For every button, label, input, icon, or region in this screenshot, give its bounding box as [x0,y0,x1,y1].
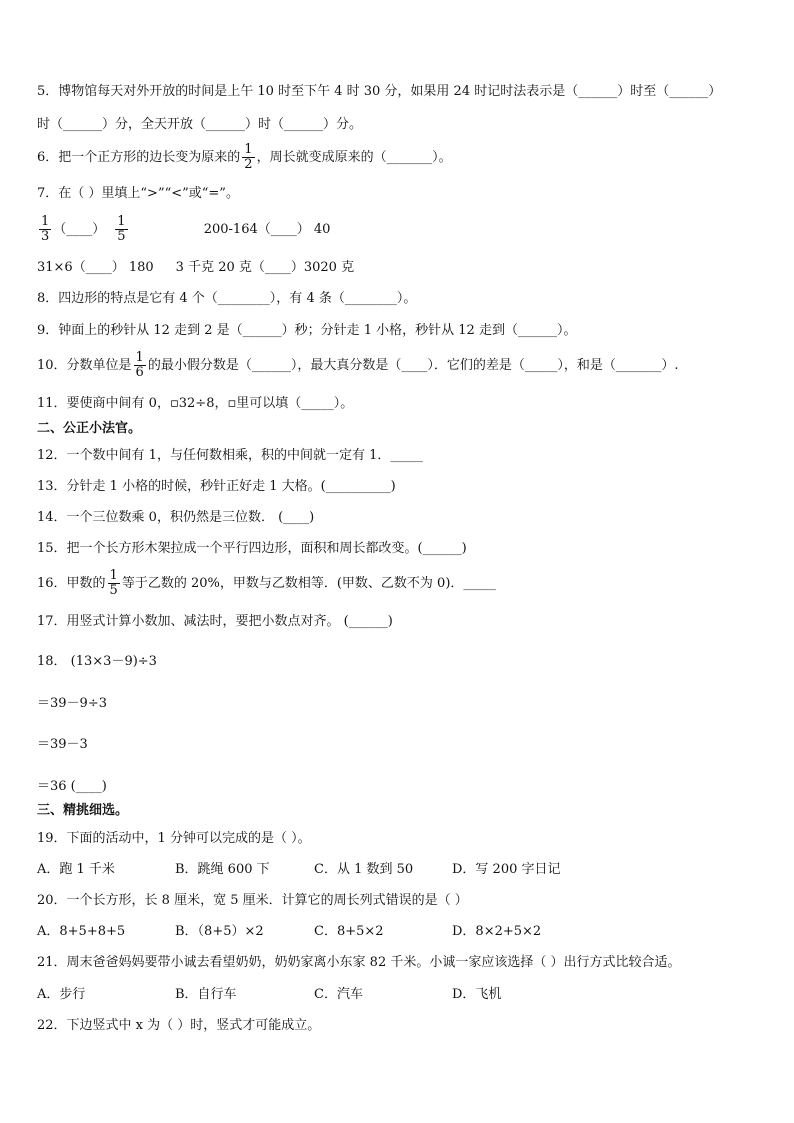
q20-option-d: D．8×2+5×2 [452,924,542,939]
q7-fraction-a: $\frac{1}{3}$ [41,214,50,244]
q7-blank-a: （____） [53,222,106,237]
q21-stem: 21．周末爸爸妈妈要带小诚去看望奶奶，奶奶家离小东家 82 千米。小诚一家应该选择（ ）出行方式比较合适。 [37,955,681,970]
q7-title: 7．在（ ）里填上“>”“<”或“=”。 [37,186,239,201]
q12: 12．一个数中间有 1，与任何数相乘，积的中间就一定有 1．_____ [37,448,423,463]
q20-stem: 20．一个长方形，长 8 厘米，宽 5 厘米．计算它的周长列式错误的是（ ） [37,893,468,908]
q7-row2 [37,260,354,276]
q10-text: 10．分数单位是 [37,358,132,373]
q7-fraction-b: $\frac{1}{5}$ [117,214,126,244]
q19-option-a: A．跑 1 千米 [37,862,115,877]
q20-option-a: A．8+5+8+5 [37,924,126,939]
q21-option-b: B．自行车 [175,987,237,1002]
q6-text: 6．把一个正方形的边长变为原来的 [37,150,241,165]
section-2-title: 二、公正小法官。 [37,421,142,436]
q18-line3: ＝39－3 [37,737,88,752]
q20-option-c: C．8+5×2 [314,924,384,939]
q7-item-e: 3 千克 20 克（____）3020 克 [175,260,355,275]
q19-option-c: C．从 1 数到 50 [314,862,414,877]
q14: 14．一个三位数乘 0，积仍然是三位数． (____) [37,510,315,525]
q13: 13．分针走 1 小格的时候，秒针正好走 1 大格。(__________) [37,479,396,494]
q9: 9．钟面上的秒针从 12 走到 2 是（______）秒；分针走 1 小格，秒针从 12 走到（______）。 [37,323,577,338]
q11: 11．要使商中间有 0，▫32÷8，▫里可以填（_____）。 [37,396,354,411]
q19-option-d: D．写 200 字日记 [452,862,561,877]
q21-option-a: A．步行 [37,987,86,1002]
q8: 8．四边形的特点是它有 4 个（________），有 4 条（________）。 [37,291,417,306]
q17: 17．用竖式计算小数加、减法时，要把小数点对齐。 (______) [37,614,393,629]
q10-text-post: 的最小假分数是（______），最大真分数是（____）．它们的差是（_____），和是（_______）. [147,358,679,373]
q21-option-c: C．汽车 [314,987,363,1002]
q6 [37,142,452,174]
q5-line2: 时（______）分，全天开放（______）时（______）分。 [37,117,363,132]
q22: 22．下边竖式中 x 为（ ）时，竖式才可能成立。 [37,1018,321,1033]
q16-text-post: 等于乙数的 20%，甲数与乙数相等．(甲数、乙数不为 0)．_____ [121,576,496,591]
q10-fraction: $\frac{1}{6}$ [135,350,144,380]
q16-fraction: $\frac{1}{5}$ [109,568,118,598]
q6-fraction: $\frac{1}{2}$ [244,142,253,172]
q19-option-b: B．跳绳 600 下 [175,862,270,877]
q21-option-d: D．飞机 [452,987,502,1002]
q19-stem: 19．下面的活动中，1 分钟可以完成的是（ ）。 [37,831,311,846]
q5-line1: 5．博物馆每天对外开放的时间是上午 10 时至下午 4 时 30 分，如果用 24 时记时法表示是（______）时至（______） [37,84,722,99]
section-3-title: 三、精挑细选。 [37,803,129,818]
q15: 15．把一个长方形木架拉成一个平行四边形，面积和周长都改变。(______) [37,541,467,556]
q16-text: 16．甲数的 [37,576,106,591]
q18-line4: ＝36 (____) [37,779,107,794]
q18-line1: 18． (13×3－9)÷3 [37,654,157,669]
q7-item-d: 31×6（____） 180 [37,260,154,275]
q10 [37,349,678,383]
q7-row1 [37,212,330,248]
q16 [37,567,496,601]
q20-option-b: B．（8+5）×2 [175,924,264,939]
q7-item-c: 200-164（____） 40 [203,222,331,237]
q18-line2: ＝39－9÷3 [37,696,107,711]
q6-text-post: ，周长就变成原来的（_______）。 [256,150,452,165]
